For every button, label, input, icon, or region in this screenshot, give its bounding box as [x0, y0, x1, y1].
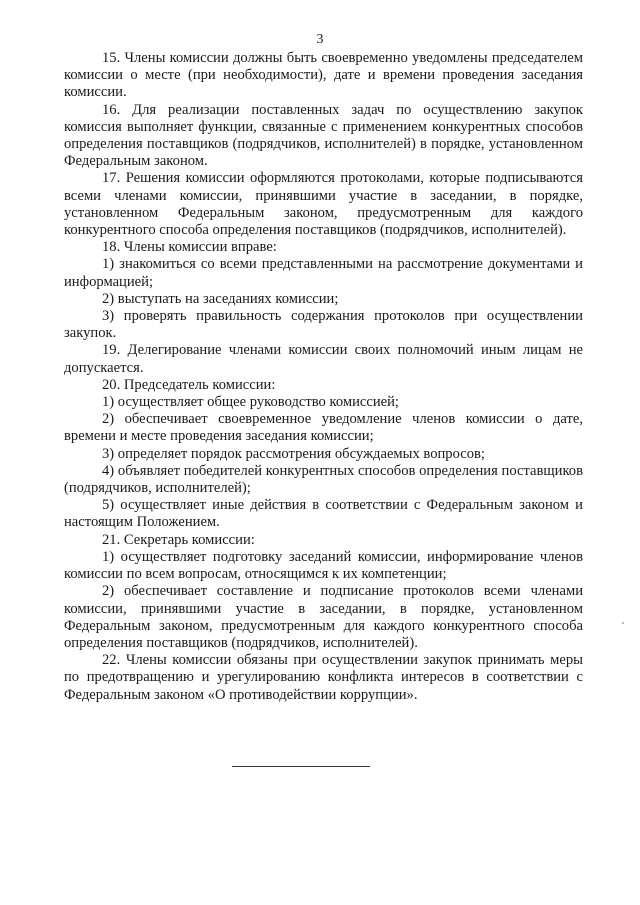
paragraph-18-heading: 18. Члены комиссии вправе: [102, 239, 277, 256]
paragraph-21-item-1: 1) осуществляет подготовку заседаний комиссии, информирование членов комиссии по всем вопросам, относящимся к их компетенции; [64, 548, 583, 583]
paragraph-15: 15. Члены комиссии должны быть своевременно уведомлены председателем комиссии о месте (при необходимости), дате и времени проведения заседания комиссии. [64, 50, 583, 101]
paragraph-22: 22. Члены комиссии обязаны при осуществлении закупок принимать меры по предотвращению и урегулированию конфликта интересов в соответствии с Федеральным законом «О противодействии коррупции». [64, 652, 583, 703]
paragraph-21-heading: 21. Секретарь комиссии: [102, 531, 255, 548]
page-number: 3 [316, 32, 324, 47]
end-of-document-rule [232, 766, 370, 767]
paragraph-20-item-4: 4) объявляет победителей конкурентных способов определения поставщиков (подрядчиков, исполнителей); [64, 462, 583, 497]
paragraph-20-item-3: 3) определяет порядок рассмотрения обсуждаемых вопросов; [102, 445, 485, 462]
scan-speck [622, 622, 624, 624]
paragraph-20-item-1: 1) осуществляет общее руководство комиссией; [102, 394, 399, 411]
paragraph-18-item-3: 3) проверять правильность содержания протоколов при осуществлении закупок. [64, 308, 583, 342]
document-body [64, 50, 583, 704]
paragraph-19: 19. Делегирование членами комиссии своих полномочий иным лицам не допускается. [64, 342, 583, 376]
paragraph-20-heading: 20. Председатель комиссии: [102, 376, 276, 393]
paragraph-17: 17. Решения комиссии оформляются протоколами, которые подписываются всеми членами комиссии, принявшими участие в заседании, в порядке, установленном Федеральным законом, предусмотренным для каждого конкурентного способа определения поставщиков (подрядчиков, исполнителей). [64, 170, 583, 239]
paragraph-20-item-2: 2) обеспечивает своевременное уведомление членов комиссии о дате, времени и месте проведения заседания комиссии; [64, 411, 583, 445]
paragraph-18-item-2: 2) выступать на заседаниях комиссии; [102, 290, 339, 307]
paragraph-21-item-2: 2) обеспечивает составление и подписание протоколов всеми членами комиссии, принявшими участие в заседании, в порядке, установленном Федеральным законом, предусмотренным для каждого конкурентного способа определения поставщиков (подрядчиков, исполнителей). [64, 583, 583, 651]
paragraph-20-item-5: 5) осуществляет иные действия в соответствии с Федеральным законом и настоящим Положением. [64, 497, 583, 531]
paragraph-16: 16. Для реализации поставленных задач по осуществлению закупок комиссия выполняет функции, связанные с применением конкурентных способов определения поставщиков (подрядчиков, исполнителей) в порядке, установленном Федеральным законом. [64, 101, 583, 170]
paragraph-18-item-1: 1) знакомиться со всеми представленными на рассмотрение документами и информацией; [64, 256, 583, 290]
